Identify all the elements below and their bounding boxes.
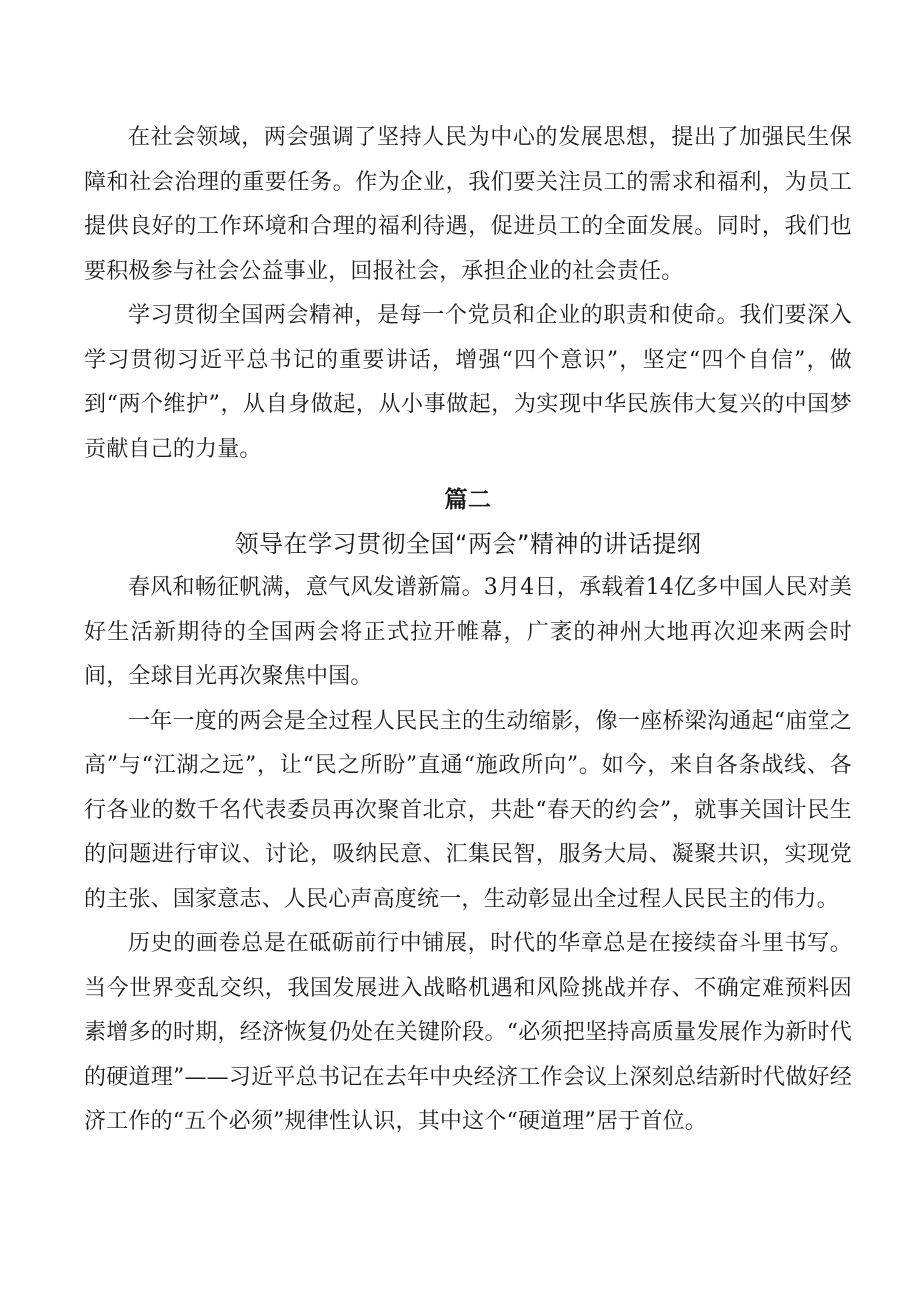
paragraph-whole-process-democracy: 一年一度的两会是全过程人民民主的生动缩影，像一座桥梁沟通起“庙堂之高”与“江湖之远”，让“民之所盼”直通“施政所向”。如今，来自各条战线、各行各业的数千名代表委员再次聚首北京，共赴“春天的约会”，就事关国计民生的问题进行审议、讨论，吸纳民意、汇集民智，服务大局、凝聚共识，实现党的主张、国家意志、人民心声高度统一，生动彰显出全过程人民民主的伟力。 xyxy=(84,708,852,912)
section-label: 篇二 xyxy=(444,487,492,513)
document-body xyxy=(84,116,852,1145)
paragraph-high-quality-development: 历史的画卷总是在砥砺前行中铺展，时代的华章总是在接续奋斗里书写。当今世界变乱交织，我国发展进入战略机遇和风险挑战并存、不确定难预料因素增多的时期，经济恢复仍处在关键阶段。“必须把坚持高质量发展作为新时代的硬道理”——习近平总书记在去年中央经济工作会议上深刻总结新时代做好经济工作的“五个必须”规律性认识，其中这个“硬道理”居于首位。 xyxy=(84,931,852,1134)
paragraph-social-field: 在社会领域，两会强调了坚持人民为中心的发展思想，提出了加强民生保障和社会治理的重要任务。作为企业，我们要关注员工的需求和福利，为员工提供良好的工作环境和合理的福利待遇，促进员工的全面发展。同时，我们也要积极参与社会公益事业，回报社会，承担企业的社会责任。 xyxy=(84,125,852,284)
paragraph-spring-opening: 春风和畅征帆满，意气风发谱新篇。3月4日，承载着14亿多中国人民对美好生活新期待的全国两会将正式拉开帷幕，广袤的神州大地再次迎来两会时间，全球目光再次聚焦中国。 xyxy=(84,575,852,689)
paragraph-study-spirit: 学习贯彻全国两会精神，是每一个党员和企业的职责和使命。我们要深入学习贯彻习近平总书记的重要讲话，增强“四个意识”，坚定“四个自信”，做到“两个维护”，从自身做起，从小事做起，为实现中华民族伟大复兴的中国梦贡献自己的力量。 xyxy=(84,303,852,462)
section-title: 领导在学习贯彻全国“两会”精神的讲话提纲 xyxy=(234,530,702,558)
